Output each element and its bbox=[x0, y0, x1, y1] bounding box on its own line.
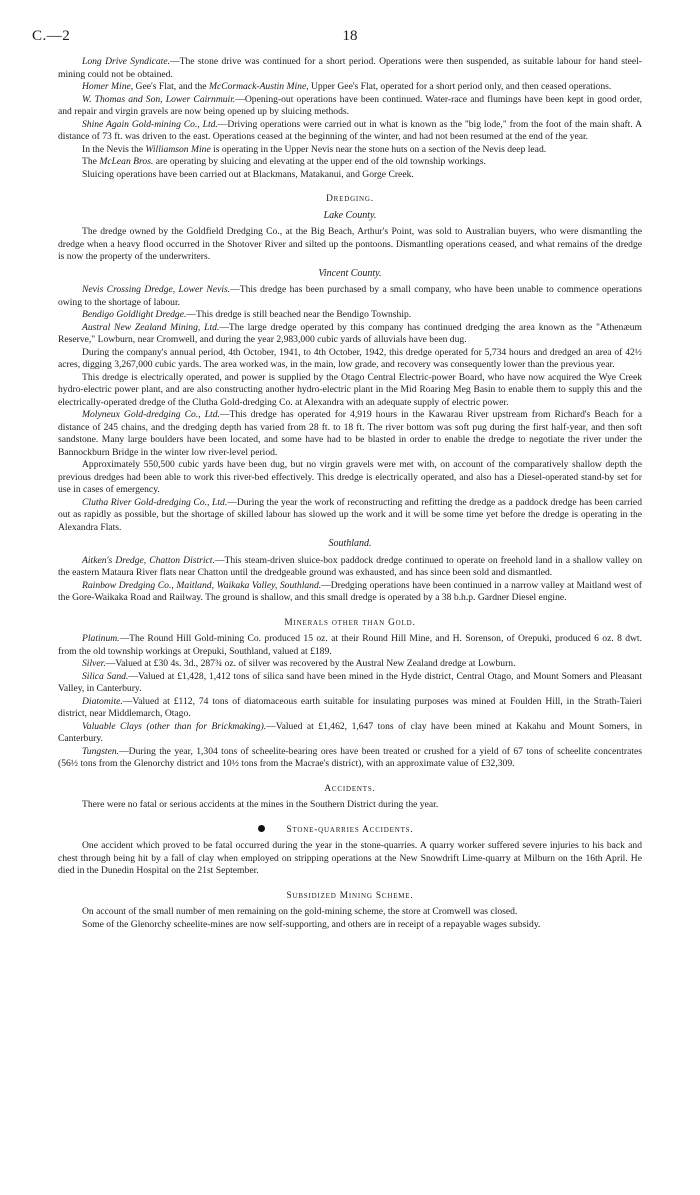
paragraph-lead-name: Tungsten. bbox=[82, 745, 120, 757]
paragraph bbox=[58, 372, 642, 410]
paragraph bbox=[58, 746, 642, 771]
paragraph bbox=[58, 696, 642, 721]
paragraph bbox=[58, 580, 642, 605]
accidents-section bbox=[58, 799, 642, 812]
paragraph-lead-name: Silica Sand. bbox=[82, 670, 129, 682]
paragraph-text: —Dredging operations have been continued in a narrow valley at Maitland west of the Gore-Waikaka Road and Railway. The ground is shallow, and this small dredge is operated by a 38 b.h.p. Gardner Diesel engine. bbox=[58, 579, 642, 603]
paragraph bbox=[58, 840, 642, 878]
paragraph bbox=[58, 409, 642, 459]
paragraph-lead-name: Homer Mine, bbox=[82, 81, 134, 92]
paragraph-text: —Opening-out operations have been continued. Water-race and flumings have been kept in good order, and repair and virgin gravels are now being opened up by sluicing methods. bbox=[58, 93, 642, 117]
stone-quarries-heading-text: Stone-quarries Accidents. bbox=[286, 824, 414, 835]
paragraph bbox=[58, 658, 642, 671]
paragraph-lead-name: Shine Again Gold-mining Co., Ltd. bbox=[82, 118, 218, 130]
paragraph-text: On account of the small number of men remaining on the gold-mining scheme, the store at Cromwell was closed. bbox=[82, 906, 518, 917]
paragraph-text: There were no fatal or serious accidents at the mines in the Southern District during the year. bbox=[82, 799, 439, 810]
paragraph bbox=[58, 347, 642, 372]
paragraph bbox=[58, 144, 642, 157]
paragraph bbox=[58, 721, 642, 746]
paragraph bbox=[58, 497, 642, 535]
paragraph-text: —The large dredge operated by this company has continued dredging the area known as the "Athenæum Reserve," Lowburn, near Cromwell, and during the year 2,983,000 cubic yards of alluvials have been dug. bbox=[58, 321, 642, 345]
paragraph bbox=[58, 94, 642, 119]
section-heading-subsidized: Subsidized Mining Scheme. bbox=[286, 890, 414, 901]
paragraph-text: —The stone drive was continued for a short period. Operations were then suspended, as suitable labour for hand steel-mining could not be obtained. bbox=[58, 56, 642, 80]
paragraph-lead-name: Bendigo Goldlight Dredge. bbox=[82, 309, 187, 320]
paragraph-lead-name: McLean Bros. bbox=[99, 156, 154, 167]
paragraph-lead-name: Long Drive Syndicate. bbox=[82, 56, 171, 67]
subheading-lake-county: Lake County. bbox=[323, 209, 377, 221]
paragraph-text: —The Round Hill Gold-mining Co. produced 15 oz. at their Round Hill Mine, and H. Sorenson, of Orepuki, produced 6 oz. 8 dwt. from the old township workings at Orepuki, Southland, valued at £189. bbox=[58, 633, 642, 657]
paragraph bbox=[58, 81, 642, 94]
paragraph bbox=[58, 56, 642, 81]
paragraph-text: Sluicing operations have been carried out at Blackmans, Matakanui, and Gorge Creek. bbox=[82, 168, 414, 180]
section-code: C.—2 bbox=[32, 28, 71, 44]
paragraph bbox=[58, 799, 642, 812]
paragraph-text: —This dredge has operated for 4,919 hours in the Kawarau River upstream from Richard's Beach for a distance of 245 chains, and the dredging depth has varied from 28 ft. to 18 ft. The river bottom was soft pug during the first half-year, and then soft sandstone. Many large boulders have been located, and some have had to be blasted in order to enable the dredge to negotiate the river under the Bannockburn Bridge in the winter low river-level period. bbox=[58, 409, 643, 458]
paragraph bbox=[58, 459, 642, 497]
lake-county-section bbox=[58, 226, 642, 264]
paragraph-text: —This dredge has been purchased by a small company, who have been unable to commence operations owing to the shortage of labour. bbox=[58, 284, 642, 308]
paragraph-text: —Valued at £112, 74 tons of diatomaceous earth suitable for insulating purposes was mined at Foulden Hill, in the Strath-Taieri district, near Middlemarch, Otago. bbox=[58, 695, 642, 719]
paragraph-text: —Driving operations were carried out in what is known as the "big lode," from the foot of the main shaft. A distance of 73 ft. was driven to the east. Operations ceased at the beginning of the winter, and had not been resumed at the end of the year. bbox=[58, 118, 642, 142]
vincent-county-section bbox=[58, 284, 642, 534]
paragraph-lead-name: Silver. bbox=[82, 658, 106, 669]
paragraph-lead-name: Austral New Zealand Mining, Ltd. bbox=[82, 321, 220, 333]
paragraph-text: Gee's Flat, and the bbox=[133, 81, 209, 92]
paragraph-lead-name: Platinum. bbox=[82, 633, 120, 644]
paragraph bbox=[58, 284, 642, 309]
paragraph-lead-name: Aitken's Dredge, Chatton District. bbox=[82, 554, 215, 566]
subheading-vincent-county: Vincent County. bbox=[318, 267, 382, 279]
bullet-mark-icon bbox=[258, 825, 265, 832]
paragraph bbox=[58, 309, 642, 322]
paragraph-lead-name: Molyneux Gold-dredging Co., Ltd. bbox=[82, 409, 220, 420]
subsidized-section bbox=[58, 906, 642, 931]
page-header bbox=[32, 28, 642, 56]
section-heading-minerals: Minerals other than Gold. bbox=[284, 617, 416, 628]
paragraph-text: —Valued at £30 4s. 3d., 287¾ oz. of silver was recovered by the Austral New Zealand dredge at Lowburn. bbox=[105, 658, 516, 669]
paragraph-text: During the company's annual period, 4th October, 1941, to 4th October, 1942, this dredge operated for 5,734 hours and dredged an area of 42½ acres, digging 3,267,000 cubic yards. The area worked was, in the main, low grade, and recovery was consequently lower than the previous year. bbox=[58, 346, 642, 370]
paragraph-text: The dredge owned by the Goldfield Dredging Co., at the Big Beach, Arthur's Point, was sold to Australian buyers, who were dismantling the dredge when a heavy flood occurred in the Shotover River and silted up the pontoons. Dismantling operations ceased, and what remains of the dredge is now the property of the underwriters. bbox=[58, 226, 642, 262]
paragraph-text: is operating in the Upper Nevis near the stone huts on a section of the Nevis deep lead. bbox=[210, 143, 547, 155]
paragraph-text: In the Nevis the bbox=[82, 143, 146, 155]
paragraph-lead-name: Rainbow Dredging Co., Maitland, Waikaka Valley, Southland. bbox=[82, 579, 322, 591]
paragraph bbox=[58, 156, 642, 169]
paragraph-text: —This dredge is still beached near the Bendigo Township. bbox=[186, 309, 412, 320]
paragraph-text: The bbox=[82, 156, 100, 167]
paragraph-lead-name: Williamson Mine bbox=[145, 143, 211, 155]
paragraph-text: —Valued at £1,428, 1,412 tons of silica sand have been mined in the Hyde district, Central Otago, and Mount Somers and Pleasant Valley, in Canterbury. bbox=[58, 670, 642, 694]
paragraph bbox=[58, 322, 642, 347]
paragraph-text: are operating by sluicing and elevating at the upper end of the old township workings. bbox=[153, 156, 486, 167]
paragraph-lead-name: McCormack-Austin Mine, bbox=[208, 81, 309, 92]
paragraph-text: —During the year the work of reconstructing and refitting the dredge as a paddock dredge has been carried out as rapidly as possible, but the shortage of skilled labour has slowed up the work and it will be some time yet before the dredge is operating in the Alexandra Flats. bbox=[58, 496, 642, 533]
subheading-southland: Southland. bbox=[328, 538, 372, 549]
paragraph-lead-name: W. Thomas and Son, Lower Cairnmuir. bbox=[82, 93, 236, 105]
paragraph-text: This dredge is electrically operated, and power is supplied by the Otago Central Electric-power Board, who have now acquired the Wye Creek hydro-electric power plant, and are also constructing another hydro-electric plant in the Mid Roaring Meg Basin to enable them to supply this and the electrically-operated dredge of the Clutha Gold-dredging Co. at Alexandra with an adequate supply of electric power. bbox=[58, 371, 642, 408]
paragraph bbox=[58, 555, 642, 580]
paragraph-lead-name: Valuable Clays (other than for Brickmaking). bbox=[82, 720, 267, 732]
paragraph-lead-name: Diatomite. bbox=[82, 695, 123, 707]
southland-section bbox=[58, 555, 642, 605]
paragraph-text: One accident which proved to be fatal occurred during the year in the stone-quarries. A quarry worker suffered severe injuries to his back and chest through being hit by a fall of clay when employed on stripping operations at the New Snowdrift Lime-quarry at Milburn on the 16th April. He died in the Dunedin Hospital on the 21st September. bbox=[58, 840, 642, 876]
page-number: 18 bbox=[342, 28, 358, 44]
paragraph bbox=[58, 919, 642, 932]
intro-section bbox=[58, 56, 642, 181]
section-heading-dredging: Dredging. bbox=[326, 194, 374, 204]
paragraph bbox=[58, 671, 642, 696]
section-heading-stone-quarries bbox=[58, 824, 642, 837]
paragraph-lead-name: Nevis Crossing Dredge, Lower Nevis. bbox=[82, 284, 231, 295]
paragraph-text: —This steam-driven sluice-box paddock dredge continued to operate on freehold land in a shallow valley on the eastern Mataura River flats near Chatton until the dredgeable ground was exhausted, and has since been sold and dismantled. bbox=[58, 554, 643, 578]
paragraph bbox=[58, 633, 642, 658]
paragraph-text: Upper Gee's Flat, operated for a short period only, and then ceased operations. bbox=[308, 81, 612, 92]
section-heading-accidents: Accidents. bbox=[324, 783, 376, 794]
paragraph-text: —During the year, 1,304 tons of scheelite-bearing ores have been treated or crushed for a yield of 67 tons of scheelite concentrates (56½ tons from the Glenorchy district and 10½ tons from the Macrae's district), with an approximate value of £32,309. bbox=[58, 745, 642, 769]
minerals-section bbox=[58, 633, 642, 771]
paragraph-text: Some of the Glenorchy scheelite-mines are now self-supporting, and others are in receipt of a repayable wages subsidy. bbox=[82, 918, 541, 930]
paragraph bbox=[58, 169, 642, 182]
paragraph-lead-name: Clutha River Gold-dredging Co., Ltd. bbox=[82, 496, 228, 508]
paragraph-text: Approximately 550,500 cubic yards have been dug, but no virgin gravels were met with, on account of the comparatively shallow depth the previous dredges had been able to work this river-bed effectively. This dredge is electrically operated, and also has a Diesel-operated stand-by set for use in cases of emergency. bbox=[58, 459, 642, 495]
paragraph bbox=[58, 906, 642, 919]
paragraph-text: —Valued at £1,462, 1,647 tons of clay have been mined at Kakahu and Mount Somers, in Canterbury. bbox=[58, 720, 642, 744]
stone-quarries-section bbox=[58, 840, 642, 878]
paragraph bbox=[58, 119, 642, 144]
paragraph bbox=[58, 226, 642, 264]
